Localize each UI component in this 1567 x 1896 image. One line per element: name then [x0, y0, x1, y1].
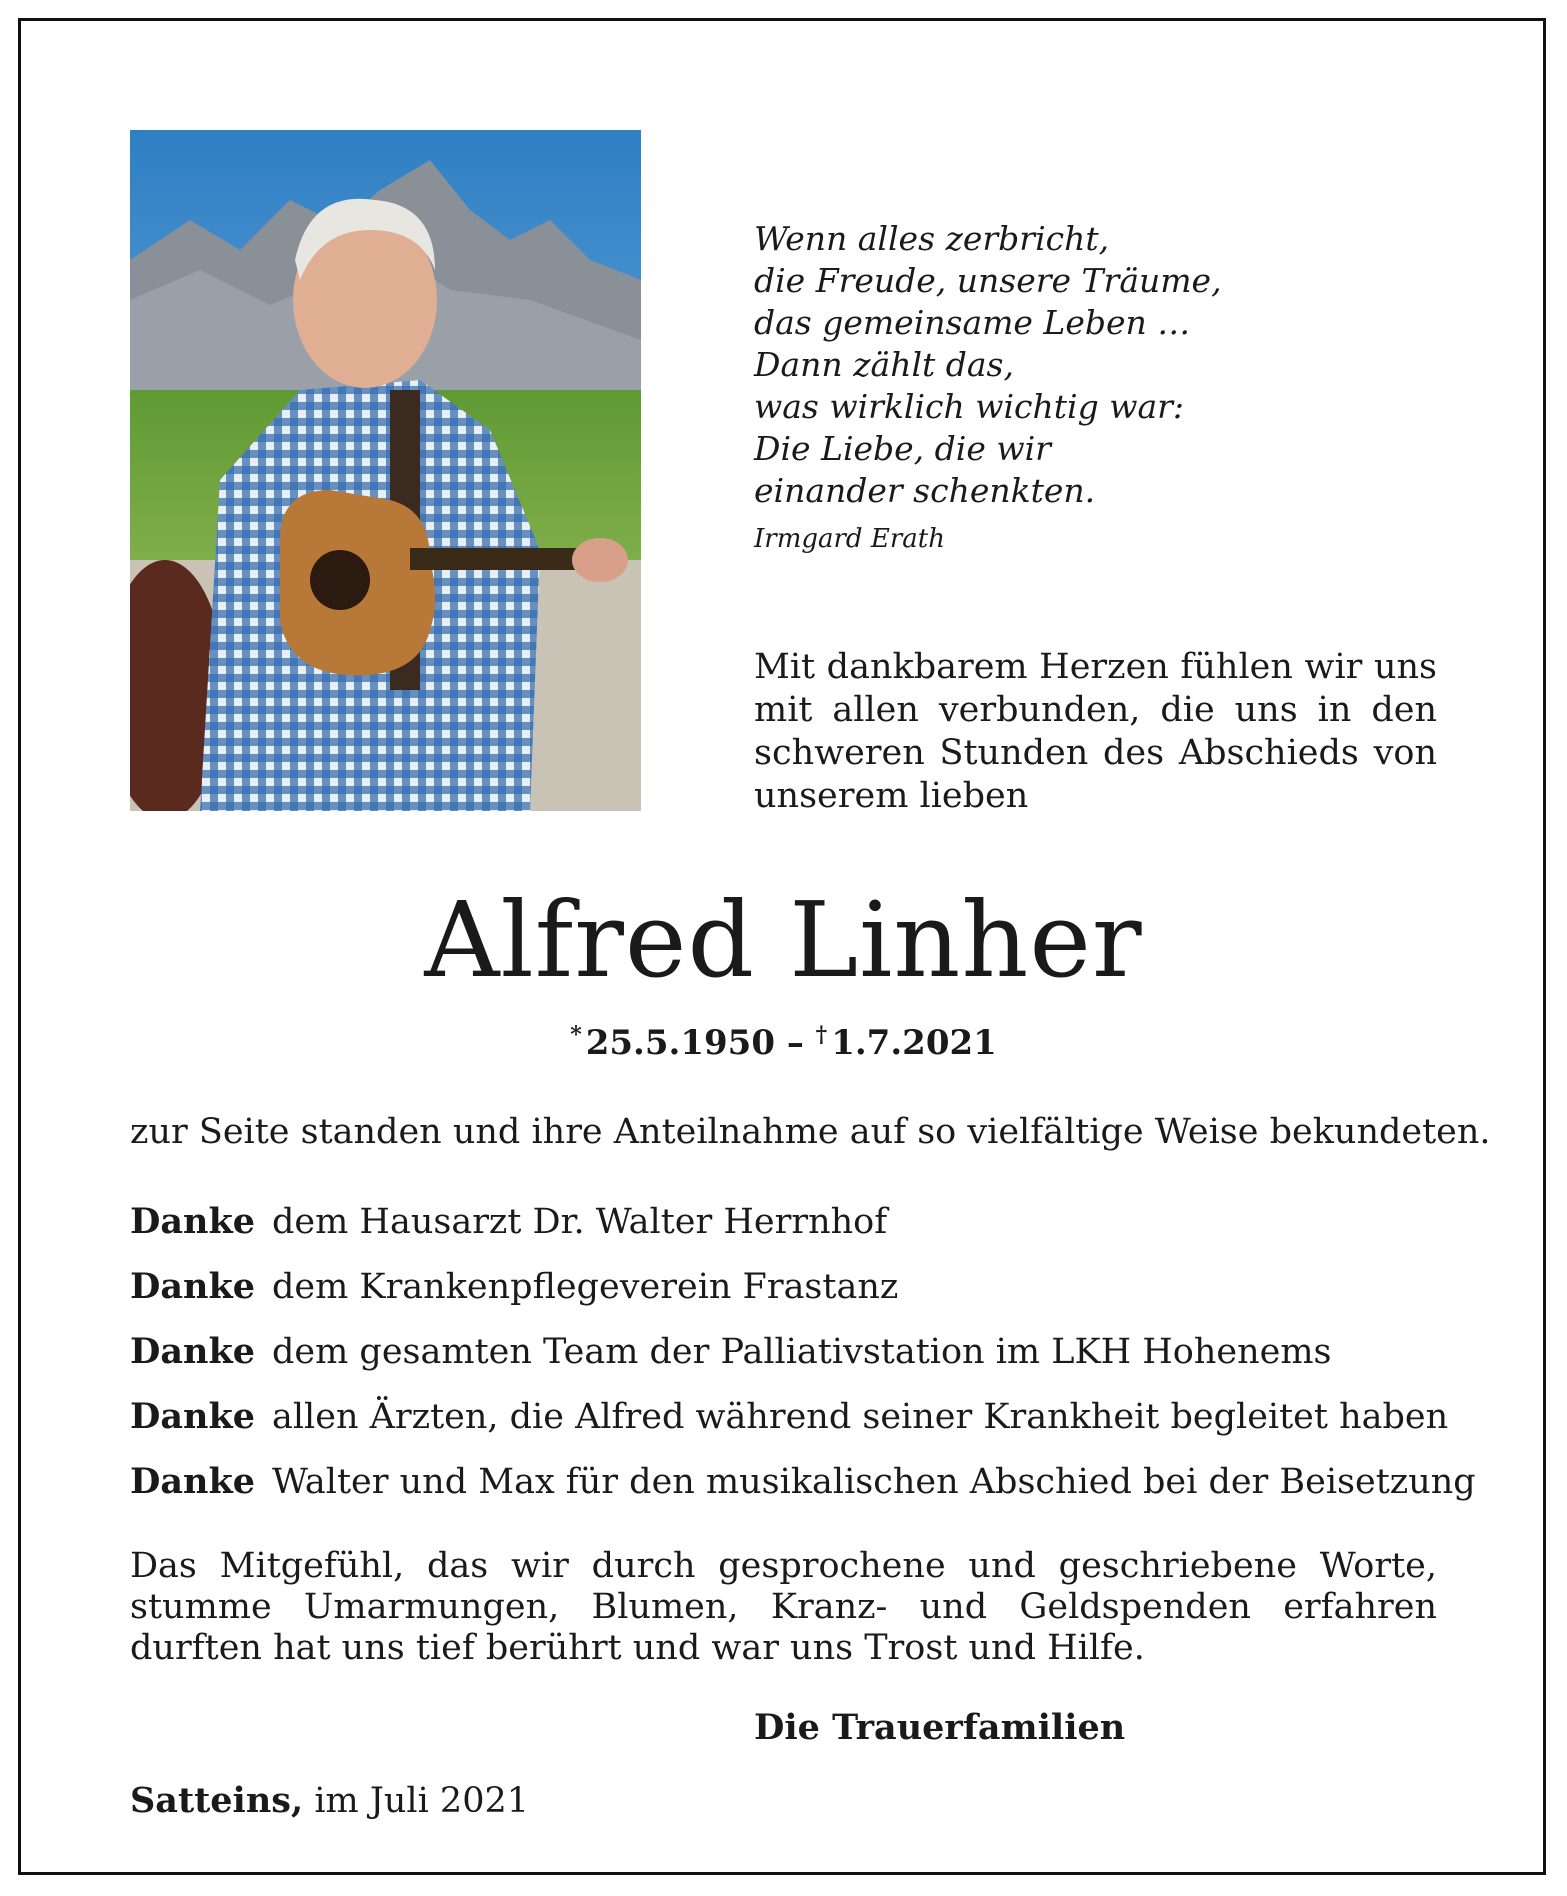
thanks-recipient: dem Krankenpflegeverein Frastanz [272, 1267, 899, 1307]
poem-line: das gemeinsame Leben … [754, 303, 1191, 342]
place-and-date [130, 1777, 529, 1825]
date-separator: – [786, 1023, 804, 1063]
place-date: im Juli 2021 [314, 1781, 530, 1821]
closing-text: Das Mitgefühl, das wir durch gesprochene und geschriebene Worte, stumme Umarmungen, Blumen, Kranz- und Geldspenden erfahren durften hat uns tief berührt und war uns Trost und Hilfe. [130, 1546, 1437, 1668]
thanks-keyword: Danke [130, 1461, 255, 1502]
continuation-text: zur Seite standen und ihre Anteilnahme auf so vielfältige Weise bekundeten. [130, 1112, 1491, 1152]
memorial-poem [754, 218, 1454, 556]
thanks-item [130, 1198, 1450, 1263]
thanks-recipient: allen Ärzten, die Alfred während seiner Krankheit begleitet haben [272, 1397, 1449, 1437]
thanks-keyword: Danke [130, 1396, 255, 1437]
thanks-recipient: dem Hausarzt Dr. Walter Herrnhof [272, 1202, 888, 1242]
place-town: Satteins, [130, 1780, 304, 1821]
poem-line: Die Liebe, die wir [754, 429, 1051, 468]
thanks-keyword: Danke [130, 1266, 255, 1307]
deceased-name: Alfred Linher [424, 879, 1143, 1001]
thanks-recipient: dem gesamten Team der Palliativstation im LKH Hohenems [272, 1332, 1332, 1372]
thanks-keyword: Danke [130, 1331, 255, 1372]
poem-line: Dann zählt das, [754, 345, 1014, 384]
birth-symbol: * [570, 1022, 582, 1048]
thanks-item [130, 1458, 1476, 1523]
birth-date: 25.5.1950 [585, 1023, 775, 1063]
signature: Die Trauerfamilien [754, 1707, 1126, 1748]
thanks-item [130, 1263, 1450, 1328]
thanks-item [130, 1328, 1450, 1393]
thanks-recipient: Walter und Max für den musikalischen Abschied bei der Beisetzung [272, 1462, 1476, 1502]
death-symbol: † [815, 1022, 828, 1048]
death-date: 1.7.2021 [831, 1023, 997, 1063]
poem-author: Irmgard Erath [754, 524, 945, 554]
thanks-item [130, 1393, 1450, 1458]
poem-line: was wirklich wichtig war: [754, 387, 1185, 426]
poem-line: Wenn alles zerbricht, [754, 219, 1110, 258]
thanks-list [130, 1198, 1476, 1523]
poem-line: die Freude, unsere Träume, [754, 261, 1222, 300]
thanks-keyword: Danke [130, 1201, 255, 1242]
poem-line: einander schenkten. [754, 471, 1096, 510]
life-dates [0, 1013, 1567, 1065]
portrait-photo [130, 130, 641, 811]
intro-text: Mit dankbarem Herzen fühlen wir uns mit allen verbunden, die uns in den schweren Stunden des Abschieds von unserem lieben [754, 647, 1437, 816]
